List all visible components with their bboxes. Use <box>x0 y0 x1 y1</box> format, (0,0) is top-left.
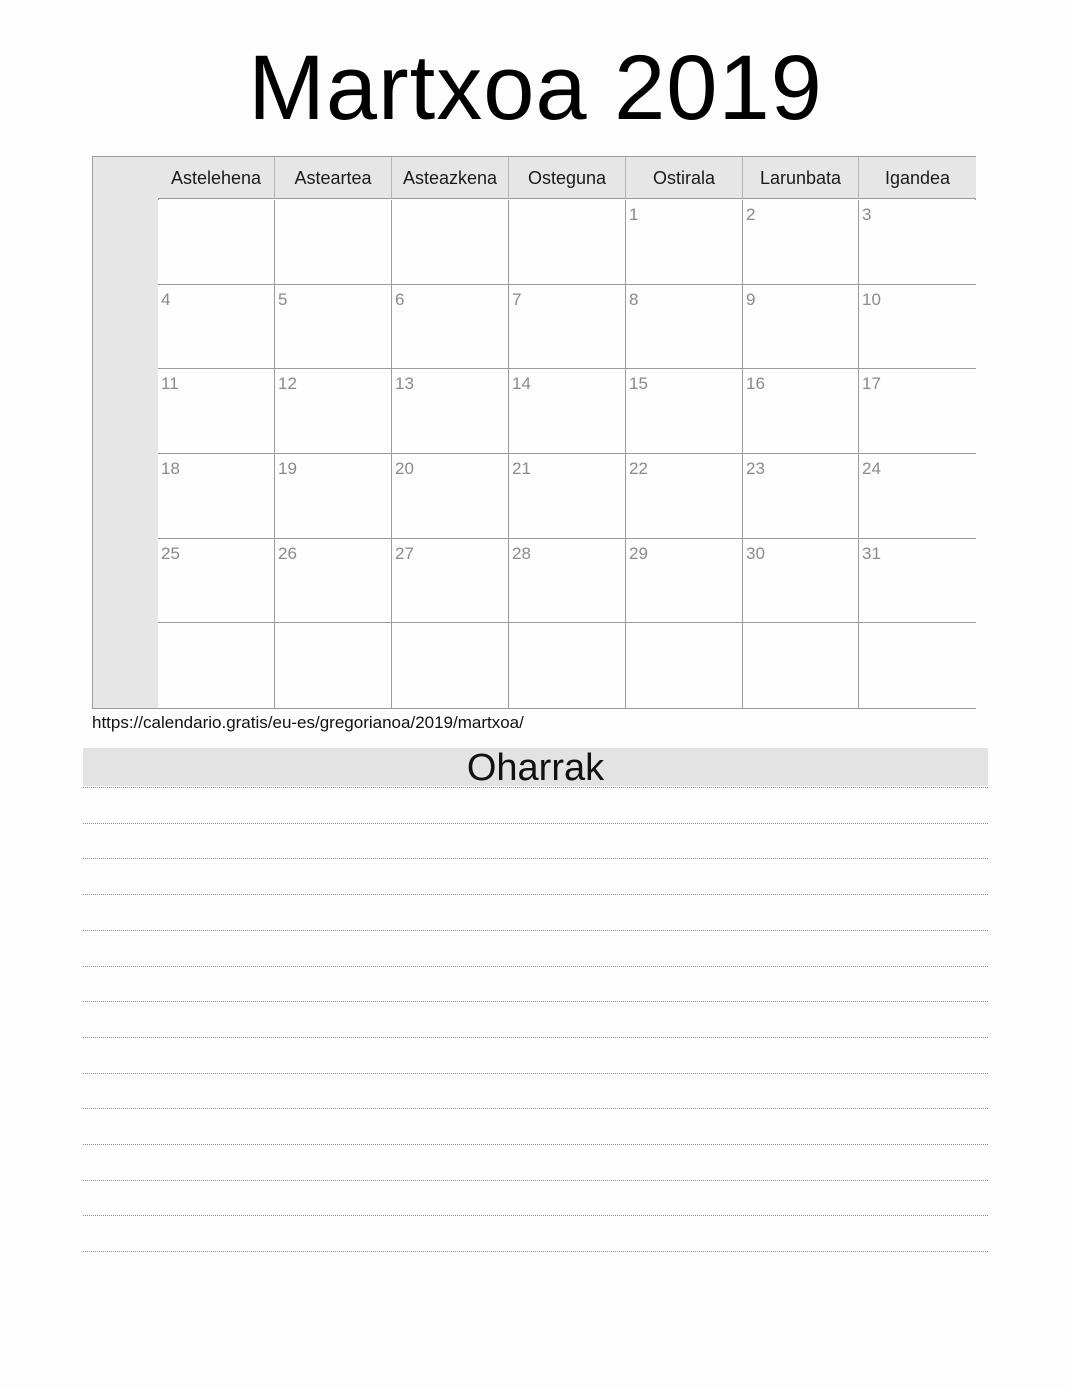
note-line <box>83 1144 988 1145</box>
note-line <box>83 1001 988 1002</box>
day-number: 8 <box>629 289 639 309</box>
day-number: 22 <box>629 458 648 478</box>
day-cell <box>626 200 743 285</box>
weekday-header: Ostirala <box>626 157 743 199</box>
day-number: 18 <box>161 458 180 478</box>
day-number: 17 <box>862 374 881 394</box>
note-line <box>83 858 988 859</box>
day-number: 21 <box>512 458 531 478</box>
day-cell <box>158 369 275 454</box>
day-number: 29 <box>629 543 648 563</box>
day-number: 24 <box>862 458 881 478</box>
day-number: 6 <box>395 289 405 309</box>
day-cell <box>275 369 392 454</box>
day-number: 31 <box>862 543 881 563</box>
note-line <box>83 894 988 895</box>
day-cell <box>275 454 392 539</box>
note-line <box>83 1108 988 1109</box>
day-cell <box>743 454 859 539</box>
day-grid <box>158 200 976 708</box>
day-cell <box>158 454 275 539</box>
day-number: 13 <box>395 374 414 394</box>
weekday-header: Astelehena <box>158 157 275 199</box>
day-number: 28 <box>512 543 531 563</box>
week-number-column <box>93 157 159 708</box>
day-cell <box>509 454 626 539</box>
note-line <box>83 966 988 967</box>
day-cell <box>392 200 509 285</box>
day-number: 15 <box>629 374 648 394</box>
calendar-grid <box>92 156 976 709</box>
day-cell <box>509 285 626 370</box>
day-cell <box>158 623 275 708</box>
day-number: 4 <box>161 289 171 309</box>
day-number: 25 <box>161 543 180 563</box>
day-cell <box>392 285 509 370</box>
day-cell <box>743 369 859 454</box>
day-number: 26 <box>278 543 297 563</box>
note-line <box>83 1215 988 1216</box>
day-cell <box>626 285 743 370</box>
day-cell <box>743 539 859 624</box>
day-cell <box>859 539 976 624</box>
day-cell <box>275 285 392 370</box>
note-line <box>83 1180 988 1181</box>
notes-title: Oharrak <box>83 748 988 786</box>
day-number: 2 <box>746 205 756 224</box>
day-cell <box>392 539 509 624</box>
day-cell <box>859 623 976 708</box>
day-cell <box>392 623 509 708</box>
day-number: 5 <box>278 289 288 309</box>
day-cell <box>859 285 976 370</box>
source-url: https://calendario.gratis/eu-es/gregorianoa/2019/martxoa/ <box>92 713 524 732</box>
note-line <box>83 930 988 931</box>
day-cell <box>859 454 976 539</box>
day-number: 10 <box>862 289 881 309</box>
day-cell <box>158 200 275 285</box>
day-number: 1 <box>629 205 639 224</box>
weekday-header: Asteazkena <box>392 157 509 199</box>
day-number: 3 <box>862 205 872 224</box>
note-line <box>83 1037 988 1038</box>
day-number: 16 <box>746 374 765 394</box>
day-cell <box>509 369 626 454</box>
weekday-header: Igandea <box>884 168 951 188</box>
day-number: 30 <box>746 543 765 563</box>
day-cell <box>509 623 626 708</box>
day-number: 12 <box>278 374 297 394</box>
day-cell <box>275 539 392 624</box>
day-cell <box>743 200 859 285</box>
day-cell <box>509 539 626 624</box>
day-cell <box>509 200 626 285</box>
day-cell <box>392 454 509 539</box>
day-cell <box>626 454 743 539</box>
note-line <box>83 1251 988 1252</box>
note-line <box>83 823 988 824</box>
day-cell <box>859 369 976 454</box>
weekday-header: Osteguna <box>509 157 626 199</box>
page-title: Martxoa 2019 <box>248 37 823 139</box>
weekday-header: Larunbata <box>743 157 859 199</box>
day-number: 23 <box>746 458 765 478</box>
day-cell <box>275 623 392 708</box>
weekday-header-row <box>158 157 976 199</box>
day-number: 7 <box>512 289 522 309</box>
note-line <box>83 1073 988 1074</box>
day-cell <box>275 200 392 285</box>
day-cell <box>626 623 743 708</box>
day-number: 9 <box>746 289 756 309</box>
day-cell <box>158 539 275 624</box>
day-cell <box>626 539 743 624</box>
day-number: 14 <box>512 374 531 394</box>
day-cell <box>158 285 275 370</box>
day-cell <box>392 369 509 454</box>
note-line <box>83 787 988 788</box>
weekday-header: Asteartea <box>275 157 392 199</box>
day-cell <box>743 623 859 708</box>
day-cell <box>859 200 976 285</box>
day-cell <box>626 369 743 454</box>
day-number: 27 <box>395 543 414 563</box>
day-number: 20 <box>395 458 414 478</box>
day-number: 19 <box>278 458 297 478</box>
day-cell <box>743 285 859 370</box>
day-number: 11 <box>161 374 179 394</box>
